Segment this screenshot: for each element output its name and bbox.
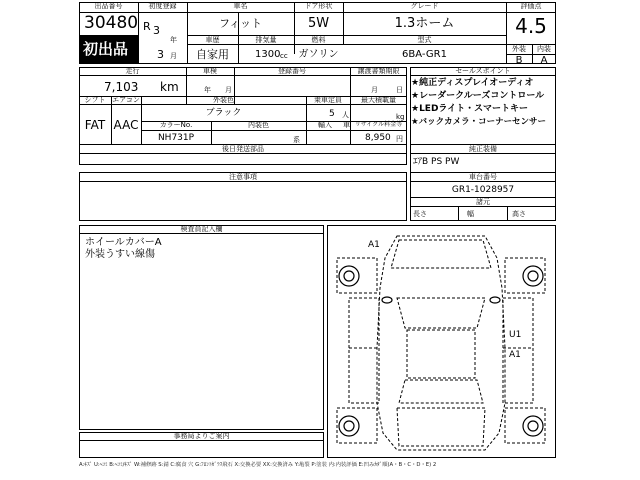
use-type: 自家用 bbox=[196, 48, 229, 61]
sales-point: ★純正ディスプレイオーディオ bbox=[411, 78, 534, 88]
inspector-label: 検査員記入欄 bbox=[180, 225, 223, 233]
door-label: ドア形状 bbox=[304, 2, 333, 10]
first-reg-year: 3 bbox=[153, 24, 160, 37]
car-diagram bbox=[327, 228, 555, 458]
sales-point: ★レーダークルーズコントロール bbox=[411, 91, 545, 101]
sales-point: ★LEDライト・スマートキー bbox=[411, 104, 528, 114]
height-label: 高さ bbox=[512, 210, 526, 218]
notes-label: 注意事項 bbox=[229, 173, 257, 181]
color: ブラック bbox=[205, 108, 242, 118]
model-code-label: 型式 bbox=[417, 36, 432, 44]
person-unit: 人 bbox=[342, 111, 349, 119]
dims-label: 諸元 bbox=[476, 198, 490, 206]
color-no-label: カラーNo. bbox=[159, 121, 193, 129]
shift-label: シフト bbox=[84, 96, 106, 104]
office-label: 事務局よりご案内 bbox=[173, 432, 230, 440]
first-listing-text: 初出品 bbox=[83, 40, 129, 58]
fuel-label: 燃料 bbox=[311, 36, 326, 44]
era: R bbox=[143, 20, 151, 33]
equipment-value: ｴｱB PS PW bbox=[413, 157, 460, 167]
yen-unit: 円 bbox=[396, 135, 403, 143]
use-label: 車歴 bbox=[205, 36, 220, 44]
mileage: 7,103 bbox=[104, 80, 139, 94]
shift: FAT bbox=[84, 118, 106, 132]
damage-mark: A1 bbox=[368, 240, 380, 250]
first-reg-month: 3 bbox=[157, 48, 164, 61]
sales-point: ★バックカメラ・コーナーセンサー bbox=[411, 117, 546, 127]
legend-footer: A:ｷｽﾞ U:ﾍｺﾐ B:ﾍｺﾐ/ｷｽﾞ W:補修跡 S:錆 C:腐食 穴 G:ﾌﾛﾝﾄｶﾞﾗｽ飛石 X:交換必要 XX:交換済み Y:亀裂 P:塗装 内:内装評価 E:凹みｶﾀﾞ順(A・B・C・D・E) 2 bbox=[79, 462, 437, 468]
interior-color-label: 内装色 bbox=[248, 121, 269, 129]
score: 4.5 bbox=[515, 14, 547, 38]
ext-grade-label: 外装 bbox=[512, 45, 526, 53]
sales-points-label: セールスポイント bbox=[455, 67, 511, 75]
model-name-label: 車名 bbox=[233, 2, 248, 10]
int-grade-label: 内装 bbox=[537, 45, 551, 53]
equipment-label: 純正装備 bbox=[469, 145, 497, 153]
door-type: 5W bbox=[307, 16, 330, 31]
registration-month-unit: 月 bbox=[371, 86, 378, 94]
recycle-label: リサイクル料金等 bbox=[354, 121, 403, 128]
displacement-label: 排気量 bbox=[255, 36, 277, 44]
color-no: NH731P bbox=[157, 133, 195, 143]
registration-label: 譲渡書類期限 bbox=[357, 67, 400, 75]
plate-label: 登録番号 bbox=[278, 67, 306, 75]
int-grade: A bbox=[540, 55, 548, 66]
inspector-note: 外装うすい線傷 bbox=[85, 249, 155, 260]
recycle-fee: 8,950 bbox=[365, 133, 391, 143]
damage-mark: A1 bbox=[509, 350, 521, 360]
grade: 1.3ホーム bbox=[394, 16, 455, 31]
inspector-note: ホイールカバーA bbox=[85, 237, 162, 248]
lot-number: 30480 bbox=[84, 13, 139, 33]
ac-label: エアコン bbox=[112, 96, 140, 104]
aftermarket-label: 後日発送部品 bbox=[222, 145, 264, 153]
chassis-number: GR1-1028957 bbox=[451, 185, 515, 195]
fuel: ガソリン bbox=[298, 49, 339, 60]
cc-unit: cc bbox=[280, 52, 288, 60]
first-reg-label: 初度登録 bbox=[148, 2, 177, 10]
ext-part-label: 系 bbox=[293, 136, 300, 144]
damage-mark: U1 bbox=[509, 330, 522, 340]
load-label: 最大積載量 bbox=[361, 96, 396, 104]
color-label: 外装色 bbox=[213, 96, 234, 104]
score-label: 評価点 bbox=[520, 2, 542, 10]
inspection-month-unit: 月 bbox=[225, 86, 232, 94]
lot-label: 出品番号 bbox=[94, 2, 123, 10]
year-unit: 年 bbox=[170, 36, 177, 44]
capacity-label: 乗車定員 bbox=[314, 96, 342, 104]
mileage-label: 走行 bbox=[125, 67, 140, 75]
model-code: 6BA-GR1 bbox=[402, 49, 447, 60]
ac: AAC bbox=[113, 118, 139, 132]
km-unit: km bbox=[160, 80, 179, 94]
import-unit: 車 bbox=[343, 121, 350, 129]
month-unit: 月 bbox=[170, 52, 177, 60]
model-name: フィット bbox=[218, 17, 263, 30]
capacity: 5 bbox=[329, 109, 335, 119]
length-label: 長さ bbox=[413, 210, 427, 218]
displacement: 1300 bbox=[255, 49, 281, 60]
inspection-year-unit: 年 bbox=[204, 86, 211, 94]
width-label: 幅 bbox=[467, 210, 474, 218]
import-label: 輸入 bbox=[318, 121, 332, 129]
grade-label: グレード bbox=[410, 2, 439, 10]
registration-day-unit: 日 bbox=[396, 86, 403, 94]
chassis-label: 車台番号 bbox=[469, 173, 497, 181]
kg-unit: kg bbox=[396, 113, 405, 121]
inspection-label: 車検 bbox=[203, 67, 217, 75]
ext-grade: B bbox=[515, 55, 523, 66]
